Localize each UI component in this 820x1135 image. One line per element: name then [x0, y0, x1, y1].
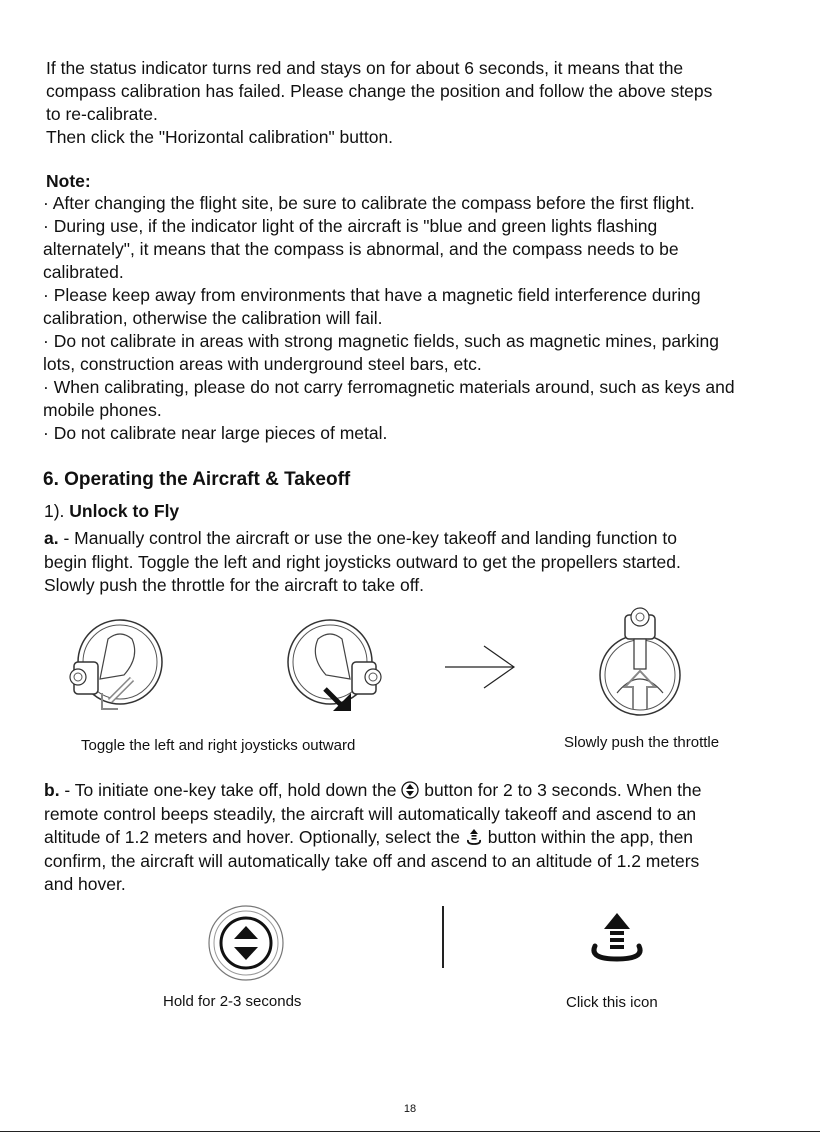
note-line: calibrated.: [43, 262, 124, 282]
para-b-line: remote control beeps steadily, the aircraft will automatically takeoff and ascend to an: [44, 803, 697, 824]
page-number: 18: [403, 1103, 417, 1115]
intro-line: to re-calibrate.: [46, 104, 158, 124]
para-b-line: confirm, the aircraft will automatically take off and ascend to an altitude of 1.2 meters: [44, 850, 700, 871]
note-line: · When calibrating, please do not carry ferromagnetic materials around, such as keys and: [43, 377, 735, 397]
note-line: · Please keep away from environments that have a magnetic field interference during: [43, 285, 701, 305]
up-down-button-icon: [206, 903, 286, 983]
right-arrow-icon: [440, 642, 520, 692]
para-b-text: - To initiate one-key take off, hold down the: [59, 780, 402, 800]
joystick-icon: [60, 617, 170, 717]
note-line: · After changing the flight site, be sure to calibrate the compass before the first flight.: [43, 193, 695, 213]
takeoff-icon: [583, 905, 653, 975]
joystick-icon: [285, 617, 395, 717]
caption-hold: Hold for 2-3 seconds: [163, 993, 302, 1010]
caption-toggle: Toggle the left and right joysticks outward: [81, 737, 356, 754]
para-a-label: a.: [44, 528, 59, 548]
para-b-text: altitude of 1.2 meters and hover. Optionally, select the: [44, 827, 465, 847]
note-heading: Note:: [46, 171, 91, 191]
subsection-title: [44, 501, 179, 522]
up-down-button-icon: [401, 781, 419, 799]
note-line: · Do not calibrate near large pieces of metal.: [43, 423, 388, 443]
caption-throttle: Slowly push the throttle: [564, 734, 720, 751]
para-b-label: b.: [44, 780, 60, 800]
intro-line: If the status indicator turns red and stays on for about 6 seconds, it means that the: [46, 58, 684, 78]
intro-paragraph: [46, 57, 786, 149]
para-b-text: button for 2 to 3 seconds. When the: [419, 780, 702, 800]
subsection-prefix: 1).: [44, 501, 70, 521]
para-a-line: begin flight. Toggle the left and right joysticks outward to get the propellers started.: [44, 551, 681, 572]
joystick-icon: [595, 605, 695, 715]
paragraph-a: [44, 527, 804, 598]
intro-line: compass calibration has failed. Please change the position and follow the above steps: [46, 81, 713, 101]
para-a-line: - Manually control the aircraft or use the one-key takeoff and landing function to: [58, 528, 677, 548]
subsection-name: Unlock to Fly: [69, 501, 180, 521]
note-list: [43, 192, 803, 445]
divider-line: [442, 906, 444, 968]
note-line: · During use, if the indicator light of the aircraft is "blue and green lights flashing: [43, 216, 658, 236]
para-b-text: button within the app, then: [482, 827, 694, 847]
paragraph-b: [44, 779, 804, 897]
section-title: 6. Operating the Aircraft & Takeoff: [43, 469, 351, 490]
takeoff-icon: [465, 828, 483, 846]
footer-rule: [0, 1131, 820, 1132]
caption-click: Click this icon: [566, 994, 658, 1011]
para-b-line: and hover.: [44, 874, 126, 894]
note-line: lots, construction areas with underground steel bars, etc.: [43, 354, 482, 374]
note-line: mobile phones.: [43, 400, 162, 420]
note-line: calibration, otherwise the calibration will fail.: [43, 308, 383, 328]
para-a-line: Slowly push the throttle for the aircraft to take off.: [44, 575, 425, 595]
note-line: alternately", it means that the compass is abnormal, and the compass needs to be: [43, 239, 679, 259]
note-line: · Do not calibrate in areas with strong magnetic fields, such as magnetic mines, parking: [43, 331, 720, 351]
intro-line: Then click the "Horizontal calibration" button.: [46, 127, 394, 147]
